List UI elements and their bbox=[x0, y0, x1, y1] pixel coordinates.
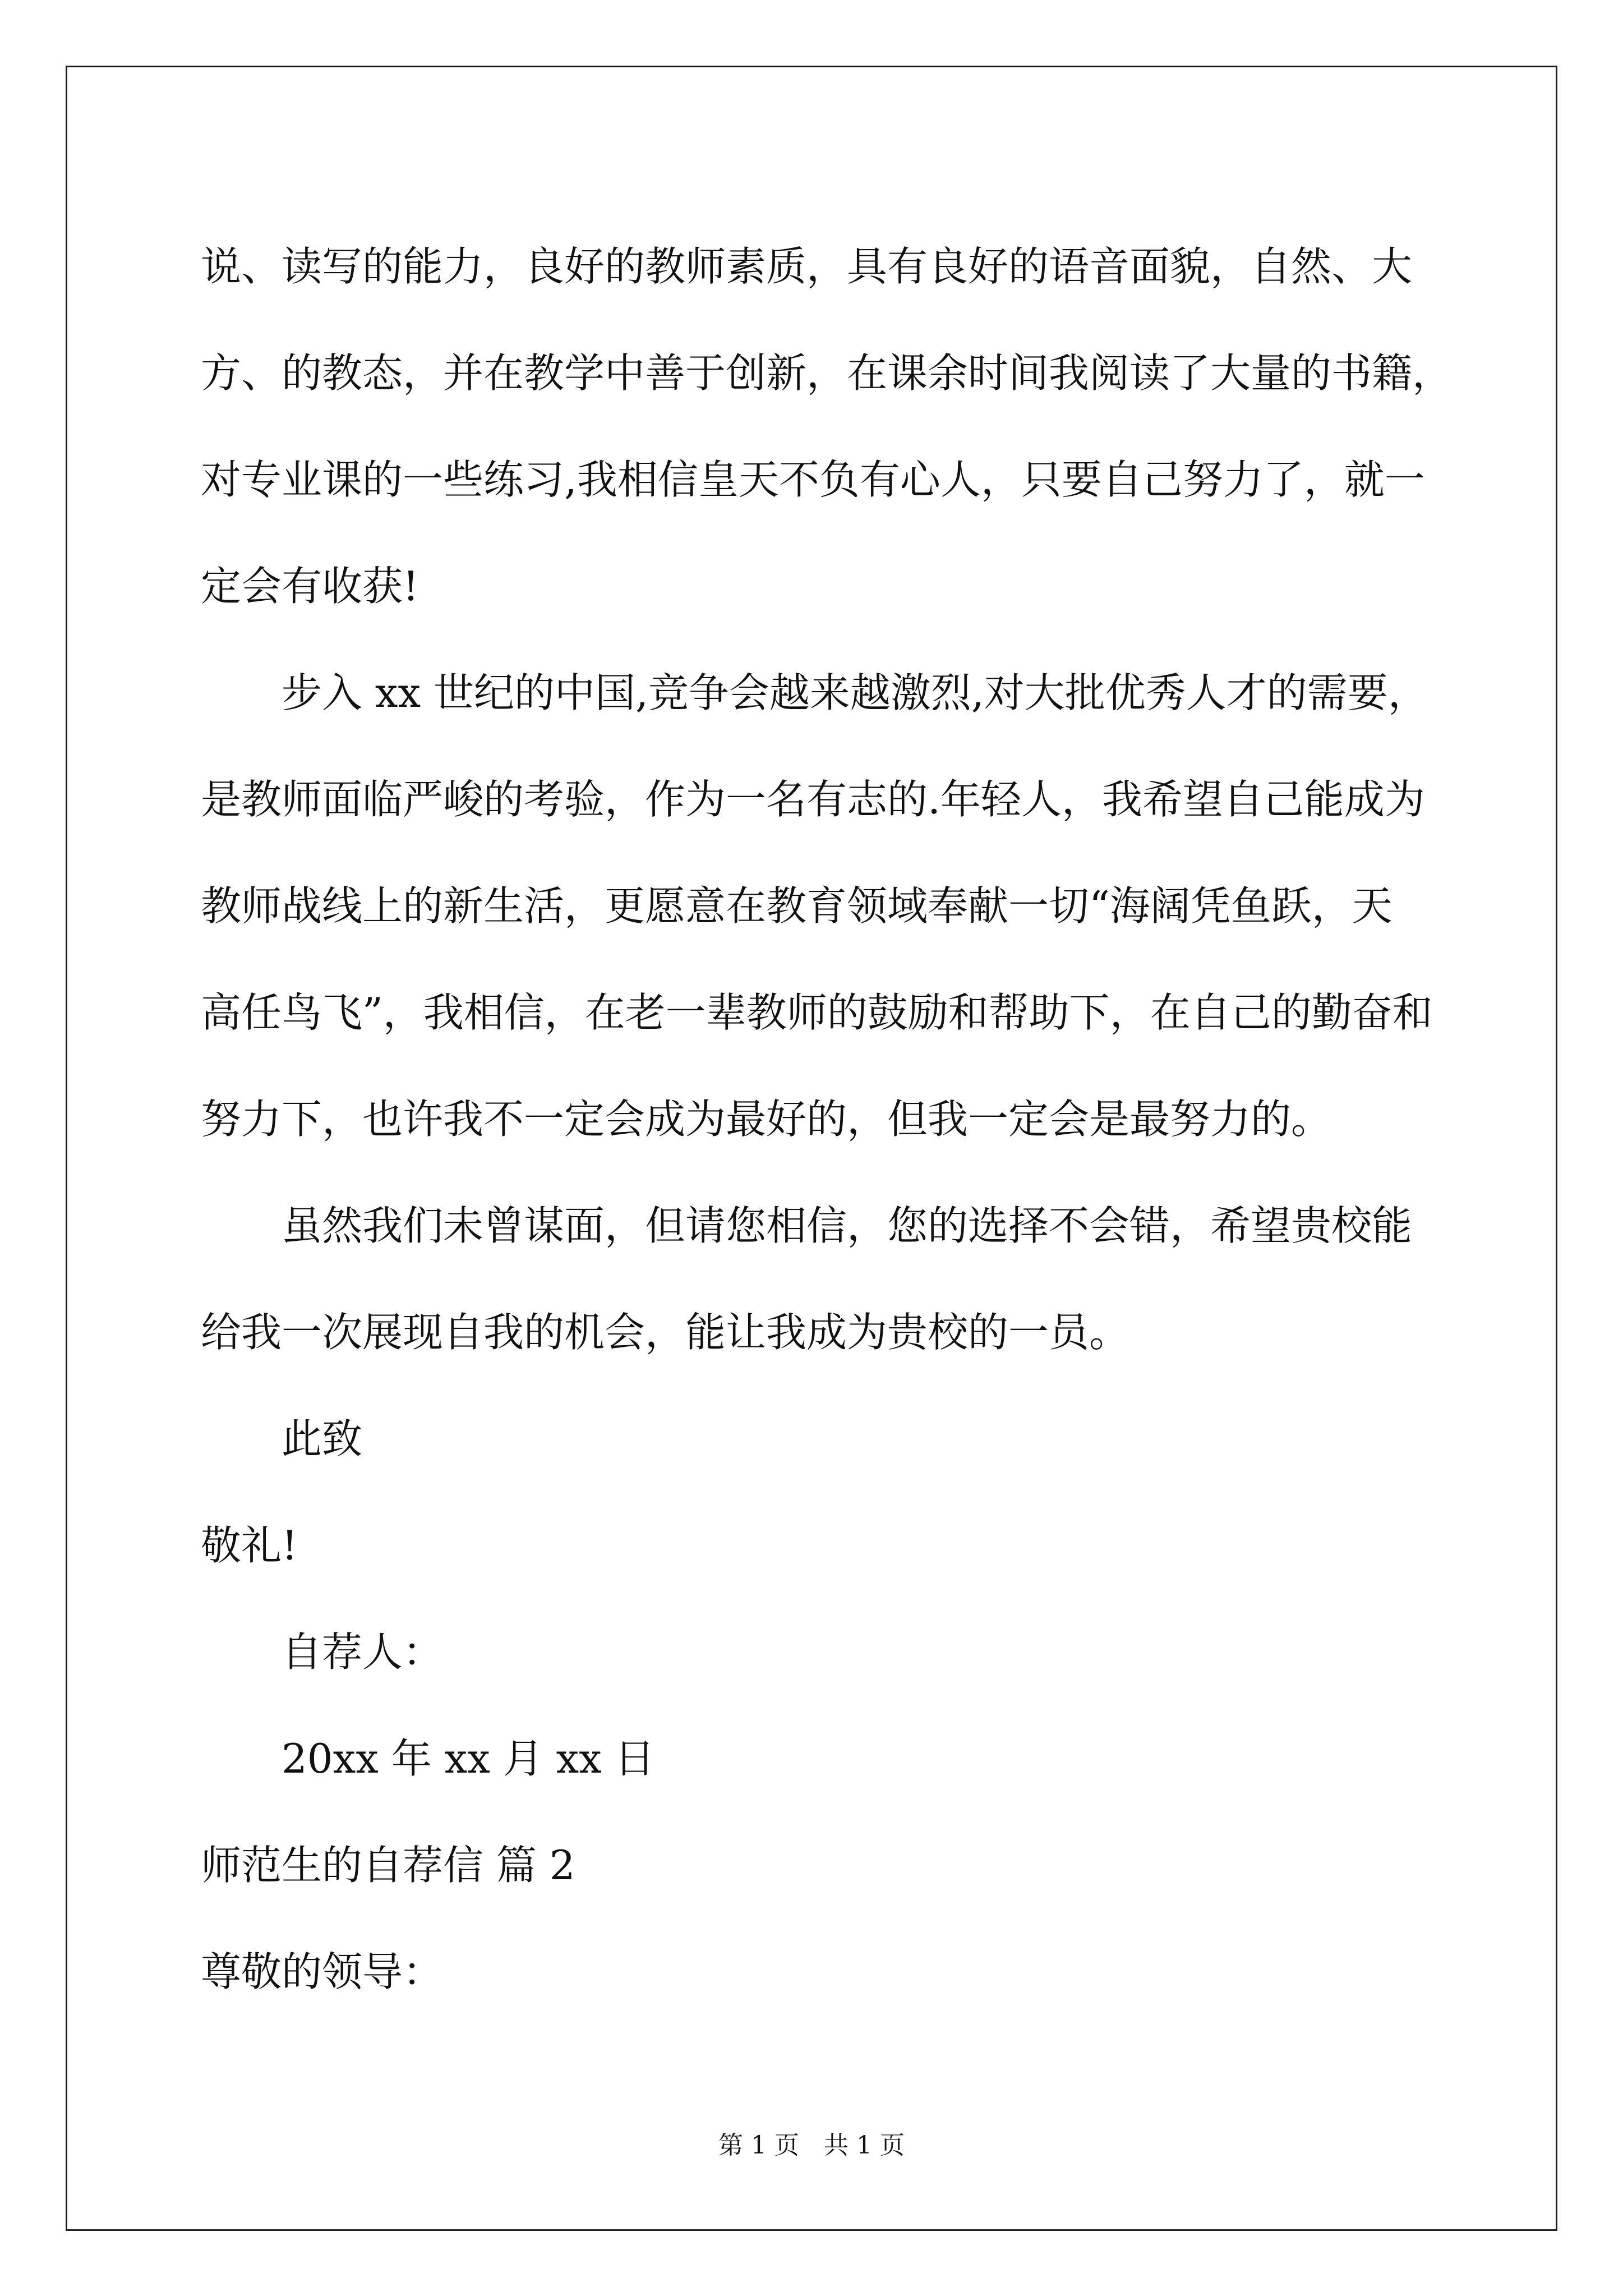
date-line: 20xx 年 xx 月 xx 日 bbox=[282, 1735, 655, 1782]
closing-regards: 敬礼! bbox=[201, 1522, 298, 1569]
page-number: 第 1 页 共 1 页 bbox=[718, 2131, 905, 2160]
signature-label: 自荐人： bbox=[282, 1628, 444, 1676]
text-line: 方、的教态，并在教学中善于创新，在课余时间我阅读了大量的书籍， bbox=[201, 349, 1453, 397]
text-line: 是教师面临严峻的考验，作为一名有志的.年轻人，我希望自己能成为 bbox=[201, 776, 1425, 823]
closing-salutation: 此致 bbox=[282, 1415, 363, 1462]
text-line: 步入 xx 世纪的中国,竞争会越来越激烈,对大批优秀人才的需要， bbox=[282, 669, 1428, 716]
document-body bbox=[201, 213, 1453, 2025]
section-heading: 师范生的自荐信 篇 2 bbox=[201, 1842, 575, 1889]
text-line: 教师战线上的新生活，更愿意在教育领域奉献一切“海阔凭鱼跃，天 bbox=[201, 882, 1393, 930]
greeting-line: 尊敬的领导： bbox=[201, 1948, 444, 1995]
text-line: 虽然我们未曾谋面，但请您相信，您的选择不会错，希望贵校能 bbox=[282, 1202, 1413, 1249]
text-line: 高任鸟飞”，我相信，在老一辈教师的鼓励和帮助下，在自己的勤奋和 bbox=[201, 989, 1433, 1036]
text-line: 对专业课的一些练习,我相信皇天不负有心人，只要自己努力了，就一 bbox=[201, 456, 1425, 503]
page-footer bbox=[0, 2129, 1623, 2162]
text-line: 说、读写的能力，良好的教师素质，具有良好的语音面貌，自然、大 bbox=[201, 243, 1413, 290]
text-line: 给我一次展现自我的机会，能让我成为贵校的一员。 bbox=[201, 1309, 1130, 1356]
text-line: 努力下，也许我不一定会成为最好的，但我一定会是最努力的。 bbox=[201, 1096, 1332, 1143]
text-line: 定会有收获! bbox=[201, 563, 419, 610]
